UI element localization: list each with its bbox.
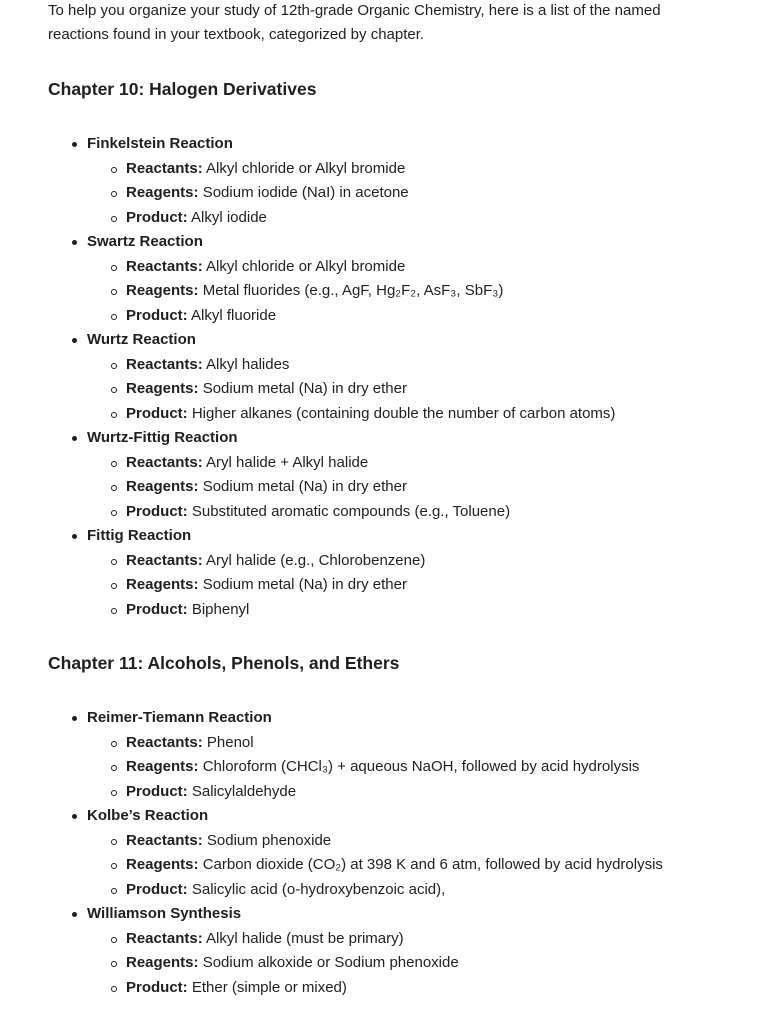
reactants-detail bbox=[87, 451, 720, 476]
reaction-details bbox=[87, 927, 720, 1001]
product-detail bbox=[87, 304, 720, 329]
bullet-circle-icon bbox=[111, 986, 117, 992]
product-label: Product: bbox=[126, 600, 188, 618]
product-value: Ether (simple or mixed) bbox=[191, 978, 347, 996]
reaction-details bbox=[87, 157, 720, 231]
reactants-label: Reactants: bbox=[126, 831, 203, 849]
bullet-circle-icon bbox=[111, 888, 117, 894]
product-detail bbox=[87, 780, 720, 805]
bullet-circle-icon bbox=[111, 839, 117, 845]
product-value: Higher alkanes (containing double the number of carbon atoms) bbox=[191, 404, 616, 422]
reaction-item bbox=[48, 706, 720, 804]
reactants-label: Reactants: bbox=[126, 159, 203, 177]
reactants-value: Alkyl chloride or Alkyl bromide bbox=[206, 159, 406, 177]
reaction-name: Reimer-Tiemann Reaction bbox=[87, 709, 272, 726]
product-detail bbox=[87, 402, 720, 427]
bullet-circle-icon bbox=[111, 216, 117, 222]
bullet-circle-icon bbox=[111, 412, 117, 418]
product-label: Product: bbox=[126, 782, 188, 800]
reaction-name: Finkelstein Reaction bbox=[87, 135, 233, 152]
bullet-disc-icon bbox=[72, 716, 77, 721]
reagents-label: Reagents: bbox=[126, 380, 199, 397]
chapter-heading: Chapter 11: Alcohols, Phenols, and Ethers bbox=[48, 653, 400, 673]
product-detail bbox=[87, 500, 720, 525]
reactants-detail bbox=[87, 829, 720, 854]
reagents-label: Reagents: bbox=[126, 576, 199, 593]
bullet-disc-icon bbox=[72, 436, 77, 441]
bullet-circle-icon bbox=[111, 510, 117, 516]
reagents-value: Sodium metal (Na) in dry ether bbox=[202, 576, 407, 593]
bullet-disc-icon bbox=[72, 534, 77, 539]
reagents-detail bbox=[87, 475, 720, 500]
reactants-label: Reactants: bbox=[126, 453, 203, 471]
reagents-value: Sodium metal (Na) in dry ether bbox=[202, 380, 407, 397]
bullet-disc-icon bbox=[72, 240, 77, 245]
reagents-value: Sodium alkoxide or Sodium phenoxide bbox=[202, 954, 459, 971]
reagents-label: Reagents: bbox=[126, 478, 199, 495]
chapter-heading: Chapter 10: Halogen Derivatives bbox=[48, 79, 317, 99]
reaction-details bbox=[87, 353, 720, 427]
reagents-label: Reagents: bbox=[126, 856, 199, 873]
bullet-circle-icon bbox=[111, 191, 117, 197]
bullet-circle-icon bbox=[111, 608, 117, 614]
product-label: Product: bbox=[126, 208, 188, 226]
bullet-circle-icon bbox=[111, 937, 117, 943]
reagents-detail bbox=[87, 377, 720, 402]
bullet-circle-icon bbox=[111, 741, 117, 747]
bullet-disc-icon bbox=[72, 814, 77, 819]
product-value: Alkyl iodide bbox=[191, 208, 267, 226]
reagents-value: Metal fluorides (e.g., AgF, Hg₂F₂, AsF₃, SbF₃) bbox=[202, 282, 504, 299]
reaction-name: Fittig Reaction bbox=[87, 527, 192, 544]
reactants-detail bbox=[87, 927, 720, 952]
reaction-item bbox=[48, 328, 720, 426]
product-detail bbox=[87, 206, 720, 231]
bullet-circle-icon bbox=[111, 863, 117, 869]
bullet-circle-icon bbox=[111, 583, 117, 589]
reagents-value: Chloroform (CHCl₃) + aqueous NaOH, followed by acid hydrolysis bbox=[202, 758, 640, 775]
bullet-circle-icon bbox=[111, 363, 117, 369]
reaction-name: Kolbe’s Reaction bbox=[87, 807, 209, 824]
reactants-value: Aryl halide (e.g., Chlorobenzene) bbox=[206, 551, 426, 569]
reactants-detail bbox=[87, 353, 720, 378]
reagents-detail bbox=[87, 181, 720, 206]
reaction-name: Swartz Reaction bbox=[87, 233, 203, 250]
reagents-label: Reagents: bbox=[126, 758, 199, 775]
product-label: Product: bbox=[126, 306, 188, 324]
reagents-label: Reagents: bbox=[126, 282, 199, 299]
product-value: Salicylic acid (o-hydroxybenzoic acid), bbox=[191, 880, 446, 898]
reagents-detail bbox=[87, 951, 720, 976]
reaction-details bbox=[87, 451, 720, 525]
reaction-list bbox=[48, 706, 720, 1000]
reactants-detail bbox=[87, 157, 720, 182]
bullet-circle-icon bbox=[111, 289, 117, 295]
reaction-details bbox=[87, 829, 720, 903]
intro-paragraph: To help you organize your study of 12th-grade Organic Chemistry, here is a list of the named reactions found in your textbook, categorized by chapter. bbox=[48, 2, 661, 43]
bullet-circle-icon bbox=[111, 485, 117, 491]
reaction-details bbox=[87, 549, 720, 623]
product-detail bbox=[87, 878, 720, 903]
reaction-item bbox=[48, 132, 720, 230]
bullet-circle-icon bbox=[111, 559, 117, 565]
reaction-item bbox=[48, 902, 720, 1000]
bullet-circle-icon bbox=[111, 790, 117, 796]
reactants-value: Alkyl halides bbox=[206, 355, 290, 373]
reaction-item bbox=[48, 804, 720, 902]
reagents-label: Reagents: bbox=[126, 184, 199, 201]
reagents-detail bbox=[87, 573, 720, 598]
reaction-details bbox=[87, 731, 720, 805]
product-label: Product: bbox=[126, 404, 188, 422]
reagents-label: Reagents: bbox=[126, 954, 199, 971]
product-detail bbox=[87, 976, 720, 1001]
reactants-value: Sodium phenoxide bbox=[206, 831, 332, 849]
bullet-circle-icon bbox=[111, 167, 117, 173]
reaction-item bbox=[48, 230, 720, 328]
reactants-detail bbox=[87, 549, 720, 574]
product-value: Salicylaldehyde bbox=[191, 782, 297, 800]
reaction-details bbox=[87, 255, 720, 329]
reactants-detail bbox=[87, 731, 720, 756]
reactants-label: Reactants: bbox=[126, 733, 203, 751]
product-label: Product: bbox=[126, 502, 188, 520]
product-value: Substituted aromatic compounds (e.g., Toluene) bbox=[191, 502, 511, 520]
reagents-value: Sodium metal (Na) in dry ether bbox=[202, 478, 407, 495]
product-value: Alkyl fluoride bbox=[191, 306, 277, 324]
reaction-name: Wurtz Reaction bbox=[87, 331, 196, 348]
reagents-detail bbox=[87, 279, 720, 304]
bullet-circle-icon bbox=[111, 961, 117, 967]
bullet-circle-icon bbox=[111, 265, 117, 271]
product-detail bbox=[87, 598, 720, 623]
product-label: Product: bbox=[126, 880, 188, 898]
reagents-value: Sodium iodide (NaI) in acetone bbox=[202, 184, 409, 201]
product-label: Product: bbox=[126, 978, 188, 996]
reactants-value: Aryl halide + Alkyl halide bbox=[206, 453, 369, 471]
bullet-disc-icon bbox=[72, 142, 77, 147]
reaction-name: Wurtz-Fittig Reaction bbox=[87, 429, 238, 446]
reactants-value: Alkyl halide (must be primary) bbox=[206, 929, 404, 947]
reactants-label: Reactants: bbox=[126, 355, 203, 373]
reagents-detail bbox=[87, 853, 720, 878]
bullet-disc-icon bbox=[72, 338, 77, 343]
reactants-value: Alkyl chloride or Alkyl bromide bbox=[206, 257, 406, 275]
reactants-label: Reactants: bbox=[126, 929, 203, 947]
bullet-circle-icon bbox=[111, 387, 117, 393]
reaction-list bbox=[48, 132, 720, 622]
product-value: Biphenyl bbox=[191, 600, 250, 618]
reagents-detail bbox=[87, 755, 720, 780]
reactants-detail bbox=[87, 255, 720, 280]
bullet-circle-icon bbox=[111, 765, 117, 771]
bullet-circle-icon bbox=[111, 314, 117, 320]
bullet-disc-icon bbox=[72, 912, 77, 917]
reaction-item bbox=[48, 426, 720, 524]
reaction-name: Williamson Synthesis bbox=[87, 905, 242, 922]
reactants-value: Phenol bbox=[206, 733, 254, 751]
reactants-label: Reactants: bbox=[126, 257, 203, 275]
reagents-value: Carbon dioxide (CO₂) at 398 K and 6 atm, followed by acid hydrolysis bbox=[202, 856, 663, 873]
bullet-circle-icon bbox=[111, 461, 117, 467]
reaction-item bbox=[48, 524, 720, 622]
reactants-label: Reactants: bbox=[126, 551, 203, 569]
